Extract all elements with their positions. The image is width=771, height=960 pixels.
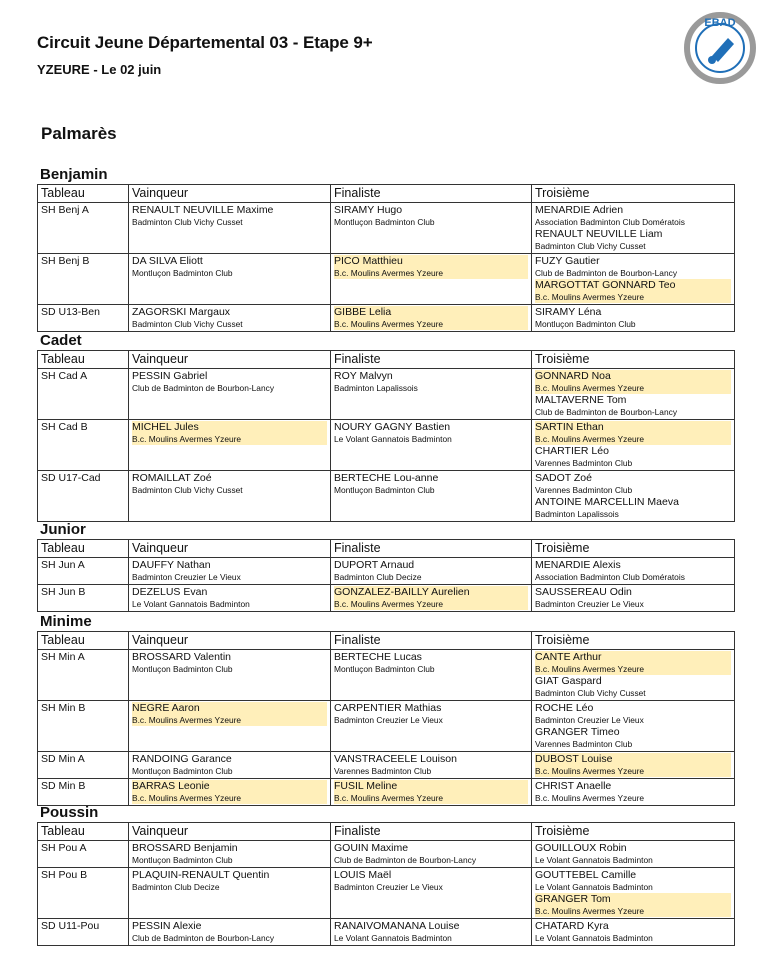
player-name: GOUILLOUX Robin — [535, 842, 627, 854]
player-name: SARTIN Ethan — [535, 421, 731, 433]
player-name: RANDOING Garance — [132, 753, 232, 765]
results-table — [37, 822, 735, 946]
troisieme-cell — [532, 868, 735, 919]
player-name: CANTE Arthur — [535, 651, 731, 663]
player-club: Le Volant Gannatois Badminton — [132, 599, 250, 609]
finaliste-cell — [331, 305, 532, 332]
player-name: PESSIN Alexie — [132, 920, 202, 932]
player-club: Le Volant Gannatois Badminton — [334, 434, 452, 444]
player-name: GONNARD Noa — [535, 370, 731, 382]
player-name: BERTECHE Lou-anne — [334, 472, 439, 484]
tableau-cell — [38, 305, 129, 332]
player-name: MARGOTTAT GONNARD Teo — [535, 279, 731, 291]
player-name: CHATARD Kyra — [535, 920, 609, 932]
player-name: ANTOINE MARCELLIN Maeva — [535, 496, 679, 508]
column-header: Finaliste — [331, 185, 532, 203]
finaliste-cell — [331, 868, 532, 919]
column-header: Vainqueur — [129, 823, 331, 841]
table-row — [38, 919, 735, 946]
tableau-cell — [38, 752, 129, 779]
results-table — [37, 350, 735, 522]
player-club: Badminton Creuzier Le Vieux — [334, 882, 443, 892]
finaliste-cell — [331, 369, 532, 420]
table-header-row — [38, 185, 735, 203]
tableau-cell — [38, 254, 129, 305]
column-header: Finaliste — [331, 632, 532, 650]
player-name: GIBBE Lelia — [334, 306, 528, 318]
player-name: RENAULT NEUVILLE Liam — [535, 228, 663, 240]
player-club: Association Badminton Club Domératois — [535, 217, 685, 227]
tableau-cell — [38, 779, 129, 806]
player-club: Badminton Creuzier Le Vieux — [334, 715, 443, 725]
troisieme-cell — [532, 701, 735, 752]
troisieme-cell — [532, 650, 735, 701]
vainqueur-cell — [129, 919, 331, 946]
category-heading: Cadet — [40, 332, 82, 349]
player-name: RANAIVOMANANA Louise — [334, 920, 460, 932]
troisieme-cell — [532, 841, 735, 868]
player-name: BARRAS Leonie — [132, 780, 327, 792]
vainqueur-cell — [129, 254, 331, 305]
player-name: GOUTTEBEL Camille — [535, 869, 637, 881]
tableau-label: SH Cad B — [41, 421, 88, 433]
table-row — [38, 779, 735, 806]
tableau-cell — [38, 471, 129, 522]
player-club: Varennes Badminton Club — [535, 739, 633, 749]
tableau-label: SD Min B — [41, 780, 86, 792]
tableau-cell — [38, 585, 129, 612]
player-club: Badminton Creuzier Le Vieux — [132, 572, 241, 582]
tableau-label: SH Jun A — [41, 559, 85, 571]
table-header-row — [38, 823, 735, 841]
tableau-cell — [38, 558, 129, 585]
column-header: Tableau — [38, 823, 129, 841]
palmares-heading: Palmarès — [41, 124, 117, 143]
column-header: Vainqueur — [129, 540, 331, 558]
player-club: B.c. Moulins Avermes Yzeure — [334, 318, 528, 330]
player-club: B.c. Moulins Avermes Yzeure — [334, 598, 528, 610]
table-row — [38, 558, 735, 585]
player-name: PICO Matthieu — [334, 255, 528, 267]
troisieme-cell — [532, 254, 735, 305]
vainqueur-cell — [129, 701, 331, 752]
finaliste-cell — [331, 841, 532, 868]
player-name: SAUSSEREAU Odin — [535, 586, 632, 598]
player-name: ROCHE Léo — [535, 702, 594, 714]
player-club: Badminton Creuzier Le Vieux — [535, 715, 644, 725]
player-name: ROMAILLAT Zoé — [132, 472, 212, 484]
player-name: BROSSARD Valentin — [132, 651, 232, 663]
player-club: Varennes Badminton Club — [535, 458, 633, 468]
vainqueur-cell — [129, 305, 331, 332]
column-header: Tableau — [38, 540, 129, 558]
section-cadet — [37, 331, 734, 522]
player-club: Montluçon Badminton Club — [334, 485, 435, 495]
player-club: Badminton Club Vichy Cusset — [132, 217, 243, 227]
player-name: PLAQUIN-RENAULT Quentin — [132, 869, 270, 881]
player-name: MALTAVERNE Tom — [535, 394, 627, 406]
table-row — [38, 650, 735, 701]
table-row — [38, 369, 735, 420]
finaliste-cell — [331, 558, 532, 585]
vainqueur-cell — [129, 471, 331, 522]
troisieme-cell — [532, 203, 735, 254]
results-table — [37, 539, 735, 612]
column-header: Tableau — [38, 632, 129, 650]
player-club: Club de Badminton de Bourbon-Lancy — [535, 407, 678, 417]
player-club: Badminton Club Decize — [334, 572, 422, 582]
tableau-label: SH Jun B — [41, 586, 86, 598]
table-row — [38, 420, 735, 471]
troisieme-cell — [532, 471, 735, 522]
troisieme-cell — [532, 369, 735, 420]
column-header: Tableau — [38, 185, 129, 203]
column-header: Vainqueur — [129, 632, 331, 650]
table-row — [38, 305, 735, 332]
player-club: Montluçon Badminton Club — [334, 664, 435, 674]
section-junior — [37, 520, 734, 612]
section-minime — [37, 612, 734, 806]
table-row — [38, 841, 735, 868]
logo-text: EBAD — [704, 17, 736, 29]
player-club: Montluçon Badminton Club — [132, 766, 233, 776]
finaliste-cell — [331, 585, 532, 612]
section-poussin — [37, 803, 734, 946]
player-club: B.c. Moulins Avermes Yzeure — [535, 433, 731, 445]
ebad-logo-icon — [682, 8, 758, 84]
player-club: Montluçon Badminton Club — [132, 268, 233, 278]
player-name: DA SILVA Eliott — [132, 255, 203, 267]
tableau-label: SH Min A — [41, 651, 85, 663]
table-header-row — [38, 540, 735, 558]
finaliste-cell — [331, 203, 532, 254]
table-row — [38, 254, 735, 305]
vainqueur-cell — [129, 779, 331, 806]
column-header: Troisième — [532, 351, 735, 369]
player-club: Badminton Club Vichy Cusset — [132, 319, 243, 329]
player-name: ROY Malvyn — [334, 370, 393, 382]
player-club: Badminton Lapalissois — [535, 509, 619, 519]
player-club: Club de Badminton de Bourbon-Lancy — [132, 383, 275, 393]
tableau-cell — [38, 203, 129, 254]
player-club: Badminton Creuzier Le Vieux — [535, 599, 644, 609]
tableau-cell — [38, 919, 129, 946]
page-subtitle: YZEURE - Le 02 juin — [37, 62, 162, 77]
troisieme-cell — [532, 779, 735, 806]
column-header: Troisième — [532, 185, 735, 203]
column-header: Finaliste — [331, 823, 532, 841]
player-name: GRANGER Timeo — [535, 726, 620, 738]
player-name: DUPORT Arnaud — [334, 559, 415, 571]
page-title: Circuit Jeune Départemental 03 - Etape 9+ — [37, 33, 373, 52]
table-row — [38, 585, 735, 612]
tableau-label: SD Min A — [41, 753, 85, 765]
troisieme-cell — [532, 420, 735, 471]
player-name: NOURY GAGNY Bastien — [334, 421, 451, 433]
tableau-cell — [38, 701, 129, 752]
player-name: DAUFFY Nathan — [132, 559, 211, 571]
table-row — [38, 203, 735, 254]
finaliste-cell — [331, 752, 532, 779]
player-club: Montluçon Badminton Club — [334, 217, 435, 227]
player-name: BROSSARD Benjamin — [132, 842, 238, 854]
player-club: B.c. Moulins Avermes Yzeure — [535, 663, 731, 675]
tableau-label: SH Cad A — [41, 370, 88, 382]
troisieme-cell — [532, 752, 735, 779]
vainqueur-cell — [129, 585, 331, 612]
player-name: GIAT Gaspard — [535, 675, 602, 687]
category-heading: Junior — [40, 521, 86, 538]
troisieme-cell — [532, 585, 735, 612]
player-name: SADOT Zoé — [535, 472, 592, 484]
player-club: Varennes Badminton Club — [334, 766, 432, 776]
tableau-label: SH Pou B — [41, 869, 88, 881]
vainqueur-cell — [129, 420, 331, 471]
player-club: Badminton Lapalissois — [334, 383, 418, 393]
tableau-label: SH Min B — [41, 702, 86, 714]
player-name: CHARTIER Léo — [535, 445, 609, 457]
player-club: B.c. Moulins Avermes Yzeure — [334, 267, 528, 279]
player-club: Varennes Badminton Club — [535, 485, 633, 495]
table-row — [38, 701, 735, 752]
finaliste-cell — [331, 779, 532, 806]
player-name: GOUIN Maxime — [334, 842, 409, 854]
results-table — [37, 631, 735, 806]
player-name: CARPENTIER Mathias — [334, 702, 442, 714]
table-header-row — [38, 351, 735, 369]
player-club: B.c. Moulins Avermes Yzeure — [132, 433, 327, 445]
player-name: BERTECHE Lucas — [334, 651, 422, 663]
category-heading: Poussin — [40, 804, 99, 821]
finaliste-cell — [331, 420, 532, 471]
player-name: SIRAMY Léna — [535, 306, 602, 318]
table-row — [38, 471, 735, 522]
vainqueur-cell — [129, 841, 331, 868]
tableau-label: SH Benj A — [41, 204, 89, 216]
table-header-row — [38, 632, 735, 650]
vainqueur-cell — [129, 369, 331, 420]
table-row — [38, 868, 735, 919]
player-club: B.c. Moulins Avermes Yzeure — [535, 382, 731, 394]
finaliste-cell — [331, 650, 532, 701]
player-name: SIRAMY Hugo — [334, 204, 403, 216]
finaliste-cell — [331, 254, 532, 305]
troisieme-cell — [532, 919, 735, 946]
player-club: Le Volant Gannatois Badminton — [535, 882, 653, 892]
player-club: Badminton Club Vichy Cusset — [535, 688, 646, 698]
player-club: Le Volant Gannatois Badminton — [535, 933, 653, 943]
tableau-cell — [38, 841, 129, 868]
vainqueur-cell — [129, 650, 331, 701]
player-club: B.c. Moulins Avermes Yzeure — [535, 765, 731, 777]
player-club: B.c. Moulins Avermes Yzeure — [132, 714, 327, 726]
player-club: Le Volant Gannatois Badminton — [535, 855, 653, 865]
player-club: Club de Badminton de Bourbon-Lancy — [132, 933, 275, 943]
player-club: Montluçon Badminton Club — [132, 664, 233, 674]
player-name: FUSIL Meline — [334, 780, 528, 792]
column-header: Troisième — [532, 632, 735, 650]
tableau-label: SD U17-Cad — [41, 472, 101, 484]
tableau-label: SH Benj B — [41, 255, 90, 267]
player-club: B.c. Moulins Avermes Yzeure — [334, 792, 528, 804]
player-club: Badminton Club Decize — [132, 882, 220, 892]
player-club: B.c. Moulins Avermes Yzeure — [535, 291, 731, 303]
vainqueur-cell — [129, 203, 331, 254]
vainqueur-cell — [129, 752, 331, 779]
player-club: Le Volant Gannatois Badminton — [334, 933, 452, 943]
finaliste-cell — [331, 471, 532, 522]
player-name: VANSTRACEELE Louison — [334, 753, 457, 765]
player-club: B.c. Moulins Avermes Yzeure — [132, 792, 327, 804]
player-club: Badminton Club Vichy Cusset — [132, 485, 243, 495]
player-name: LOUIS Maël — [334, 869, 392, 881]
vainqueur-cell — [129, 558, 331, 585]
column-header: Tableau — [38, 351, 129, 369]
column-header: Vainqueur — [129, 185, 331, 203]
vainqueur-cell — [129, 868, 331, 919]
player-club: Club de Badminton de Bourbon-Lancy — [334, 855, 477, 865]
results-table — [37, 184, 735, 332]
column-header: Troisième — [532, 540, 735, 558]
player-name: DUBOST Louise — [535, 753, 731, 765]
table-row — [38, 752, 735, 779]
column-header: Finaliste — [331, 540, 532, 558]
player-name: NEGRE Aaron — [132, 702, 327, 714]
player-name: GRANGER Tom — [535, 893, 731, 905]
column-header: Troisième — [532, 823, 735, 841]
player-name: RENAULT NEUVILLE Maxime — [132, 204, 274, 216]
tableau-cell — [38, 650, 129, 701]
troisieme-cell — [532, 558, 735, 585]
player-name: MICHEL Jules — [132, 421, 327, 433]
column-header: Finaliste — [331, 351, 532, 369]
player-club: B.c. Moulins Avermes Yzeure — [535, 905, 731, 917]
player-name: MENARDIE Adrien — [535, 204, 624, 216]
tableau-label: SH Pou A — [41, 842, 87, 854]
tableau-cell — [38, 420, 129, 471]
player-name: DEZELUS Evan — [132, 586, 208, 598]
column-header: Vainqueur — [129, 351, 331, 369]
finaliste-cell — [331, 701, 532, 752]
tableau-cell — [38, 868, 129, 919]
player-name: MENARDIE Alexis — [535, 559, 621, 571]
player-club: Montluçon Badminton Club — [535, 319, 636, 329]
section-benjamin — [37, 165, 734, 332]
player-name: ZAGORSKI Margaux — [132, 306, 231, 318]
tableau-label: SD U11-Pou — [41, 920, 100, 932]
player-name: FUZY Gautier — [535, 255, 600, 267]
player-club: Badminton Club Vichy Cusset — [535, 241, 646, 251]
troisieme-cell — [532, 305, 735, 332]
player-club: Club de Badminton de Bourbon-Lancy — [535, 268, 678, 278]
category-heading: Benjamin — [40, 166, 108, 183]
player-club: Montluçon Badminton Club — [132, 855, 233, 865]
player-club: B.c. Moulins Avermes Yzeure — [535, 793, 645, 803]
tableau-label: SD U13-Ben — [41, 306, 100, 318]
finaliste-cell — [331, 919, 532, 946]
player-name: CHRIST Anaelle — [535, 780, 612, 792]
player-club: Association Badminton Club Domératois — [535, 572, 685, 582]
player-name: GONZALEZ-BAILLY Aurelien — [334, 586, 528, 598]
category-heading: Minime — [40, 613, 92, 630]
tableau-cell — [38, 369, 129, 420]
player-name: PESSIN Gabriel — [132, 370, 208, 382]
